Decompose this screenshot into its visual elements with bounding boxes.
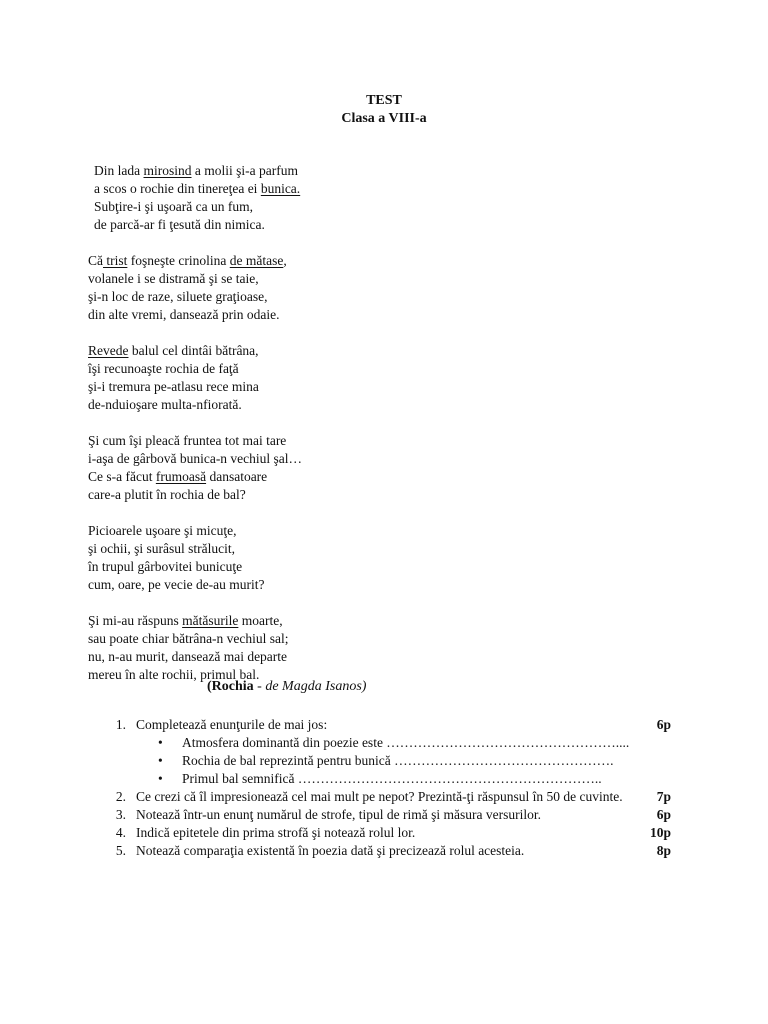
task-number: 5. [115,843,126,858]
line-text: foşneşte crinolina [127,253,230,268]
line-text: Că [88,253,103,268]
line-text: cum, oare, pe vecie de-au murit? [88,577,265,592]
poem-line [88,432,488,450]
poem-stanza [88,342,488,414]
poem-line [88,468,488,486]
poem-title: (Rochia [207,679,254,694]
poem-stanza [88,162,488,234]
line-text: în trupul gârbovitei bunicuţe [88,559,243,574]
line-text: , [283,253,287,268]
test-title: TEST [366,93,402,108]
poem-line [88,378,488,396]
poem-line [88,360,488,378]
task-points: 6p [656,717,671,732]
poem-stanza [88,522,488,594]
underlined-word: frumoasă [155,469,207,484]
class-subtitle: Clasa a VIII-a [341,111,427,126]
poem-line [88,522,488,540]
line-text: şi-i tremura pe-atlasu rece mina [88,379,259,394]
poem-line [88,198,488,216]
underlined-word: de mătase [229,253,284,268]
bullet-icon: • [158,771,163,786]
subtask-list [156,734,683,788]
line-text: nu, n-au murit, dansează mai departe [88,649,288,664]
task-item [108,824,683,842]
line-text: îşi recunoaşte rochia de faţă [88,361,239,376]
line-text: care-a plutit în rochia de bal? [88,487,246,502]
task-text: Notează într-un enunţ numărul de strofe, tipul de rimă şi măsura versurilor. [136,807,541,822]
subtask-text: Rochia de bal reprezintă pentru bunică …………………………………………. [182,753,614,768]
task-number: 4. [115,825,126,840]
line-text: Şi cum îşi pleacă fruntea tot mai tare [88,433,287,448]
task-text: Indică epitetele din prima strofă şi notează rolul lor. [136,825,416,840]
line-text: mereu în alte rochii, primul bal. [88,667,260,682]
task-number: 2. [115,789,126,804]
poem-line [88,450,488,468]
task-number: 3. [115,807,126,822]
line-text: de-nduioşare multa-nfiorată. [88,397,242,412]
task-item [108,842,683,860]
subtask-item [156,734,683,752]
task-text: Ce crezi că îl impresionează cel mai mult pe nepot? Prezintă-ţi răspunsul în 50 de cuvinte. [136,789,623,804]
poem-line [88,342,488,360]
poem-line [88,486,488,504]
poem-credit [207,679,366,695]
underlined-word: mătăsurile [182,613,239,628]
poem-stanza [88,432,488,504]
subtask-text: Atmosfera dominantă din poezie este …………………………………………….... [182,735,630,750]
line-text: i-aşa de gârbovă bunica-n vechiul şal… [88,451,303,466]
poem-line [88,612,488,630]
bullet-icon: • [158,735,163,750]
subtask-item [156,770,683,788]
task-item [108,716,683,734]
task-text: Notează comparaţia existentă în poezia dată şi precizează rolul acesteia. [136,843,525,858]
poem-line [88,306,488,324]
task-list [108,716,683,860]
line-text: şi ochii, şi surâsul strălucit, [88,541,235,556]
poem-line [88,288,488,306]
line-text: Subţire-i şi uşoară ca un fum, [94,199,253,214]
subtask-text: Primul bal semnifică ………………………………………………………….. [182,771,602,786]
poem-line [88,180,488,198]
line-text: a molii şi-a parfum [191,163,298,178]
underlined-word: bunica. [260,181,301,196]
poem-line [88,630,488,648]
poem-line [88,540,488,558]
poem-stanza [88,252,488,324]
poem-author: de Magda Isanos) [265,679,367,694]
task-points: 8p [656,843,671,858]
line-text: din alte vremi, dansează prin odaie. [88,307,280,322]
subtask-item [156,752,683,770]
task-text: Completează enunţurile de mai jos: [136,717,328,732]
task-points: 6p [656,807,671,822]
poem-line [88,270,488,288]
task-item [108,806,683,824]
bullet-icon: • [158,753,163,768]
line-text: balul cel dintâi bătrâna, [128,343,259,358]
poem-line [88,216,488,234]
underlined-word: mirosind [143,163,192,178]
poem-line [88,558,488,576]
task-points: 7p [656,789,671,804]
line-text: volanele i se distramă şi se taie, [88,271,259,286]
line-text: sau poate chiar bătrâna-n vechiul sal; [88,631,289,646]
underlined-word: Revede [88,343,129,358]
poem-line [88,396,488,414]
credit-separator: - [253,679,266,694]
poem-line [88,252,488,270]
line-text: Din lada [94,163,144,178]
poem [88,162,488,702]
line-text: a scos o rochie din tinereţea ei [94,181,261,196]
poem-line [88,576,488,594]
line-text: Şi mi-au răspuns [88,613,183,628]
line-text: moarte, [238,613,283,628]
poem-line [88,162,488,180]
underlined-word: trist [103,253,128,268]
poem-line [88,648,488,666]
line-text: Ce s-a făcut [88,469,156,484]
line-text: de parcă-ar fi ţesută din nimica. [94,217,265,232]
line-text: dansatoare [206,469,268,484]
task-points: 10p [649,825,671,840]
task-number: 1. [115,717,126,732]
task-item [108,788,683,806]
line-text: şi-n loc de raze, siluete graţioase, [88,289,268,304]
poem-stanza [88,612,488,684]
line-text: Picioarele uşoare şi micuţe, [88,523,237,538]
